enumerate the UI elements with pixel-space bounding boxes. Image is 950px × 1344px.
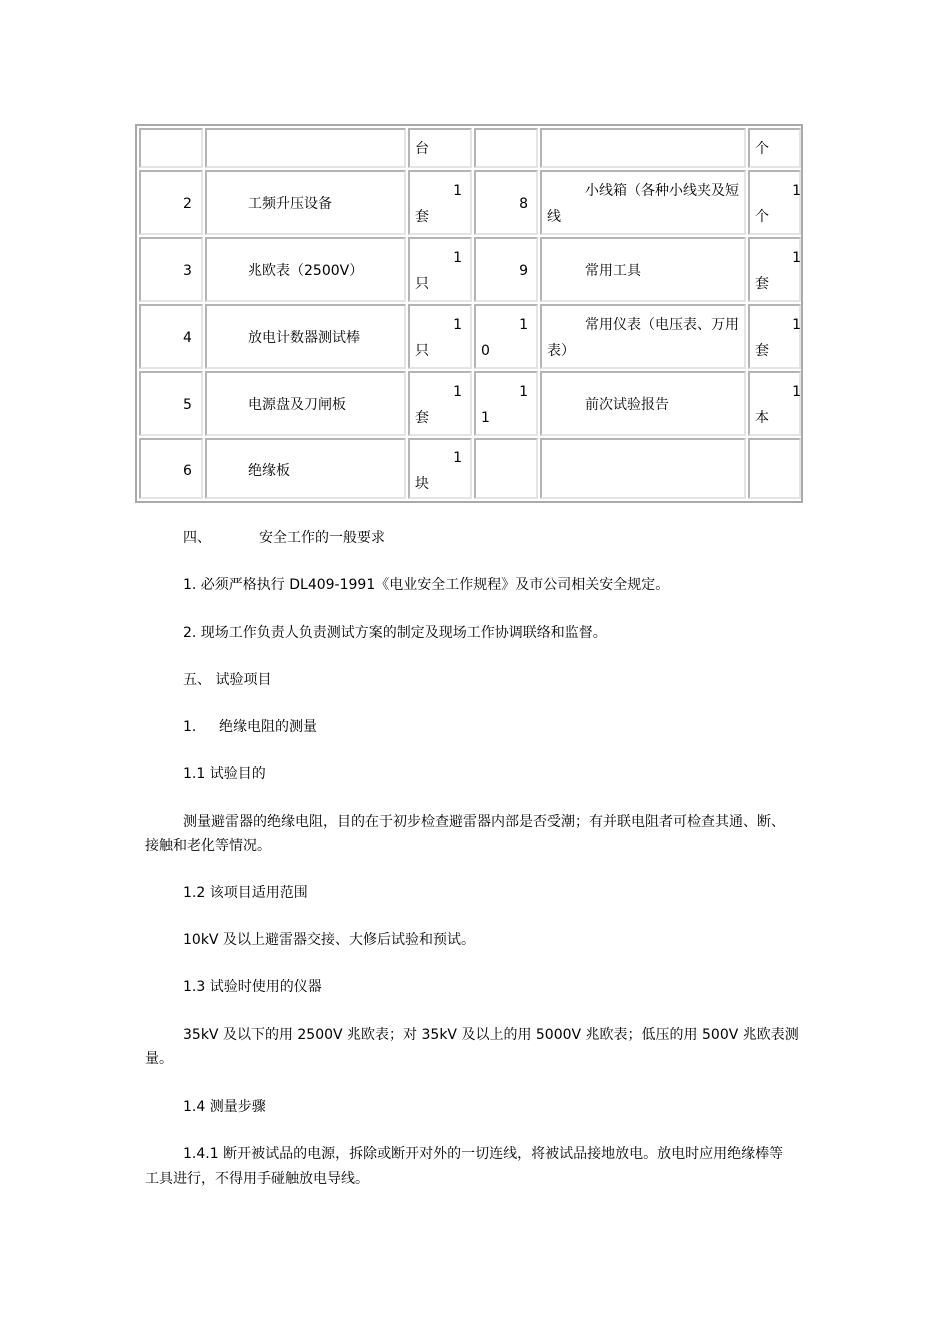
row-number-2: 1 bbox=[519, 384, 528, 400]
table-row-cell-num bbox=[139, 371, 203, 436]
equipment-name-2: 小线箱（各种小线夹及短 bbox=[585, 183, 739, 199]
quantity-number-2: 1 bbox=[792, 384, 801, 400]
section-number: 四、 bbox=[183, 530, 211, 546]
paragraph: 10kV 及以上避雷器交接、大修后试验和预试。 bbox=[183, 932, 475, 948]
table-row-cell-name2 bbox=[540, 304, 746, 369]
table-row-cell-qty2 bbox=[748, 371, 801, 436]
table-row-cell-name2 bbox=[540, 438, 746, 499]
table-row-cell-num2 bbox=[474, 438, 538, 499]
table-row-cell-qty bbox=[408, 371, 472, 436]
section-title: 安全工作的一般要求 bbox=[259, 530, 385, 546]
equipment-name: 兆欧表（2500V） bbox=[248, 263, 364, 279]
quantity-number: 1 bbox=[453, 317, 462, 333]
paragraph: 1. 必须严格执行 DL409-1991《电业安全工作规程》及市公司相关安全规定。 bbox=[183, 577, 670, 593]
table-row-cell-name bbox=[205, 304, 406, 369]
quantity-number: 1 bbox=[453, 450, 462, 466]
subsection-heading: 1.4 测量步骤 bbox=[183, 1099, 266, 1115]
equipment-name-2-cont: 表） bbox=[547, 343, 575, 359]
table-row-cell-num bbox=[139, 237, 203, 302]
quantity-unit: 套 bbox=[415, 209, 429, 225]
table-row-cell-qty2 bbox=[748, 237, 801, 302]
table-row-cell-name2 bbox=[540, 170, 746, 235]
table-row-cell-qty2 bbox=[748, 304, 801, 369]
row-number-2-cont: 1 bbox=[481, 410, 490, 426]
quantity-unit-2: 个 bbox=[755, 209, 769, 225]
table-cell bbox=[408, 128, 472, 168]
row-number: 6 bbox=[183, 463, 192, 479]
table-cell bbox=[139, 128, 203, 168]
quantity-number: 1 bbox=[453, 384, 462, 400]
table-row-cell-qty bbox=[408, 438, 472, 499]
item-1-heading bbox=[183, 714, 317, 740]
table-cell bbox=[205, 128, 406, 168]
table-row-cell-name bbox=[205, 371, 406, 436]
table-row-cell-num2 bbox=[474, 371, 538, 436]
paragraph-line: 量。 bbox=[145, 1051, 173, 1067]
row-number-2-cont: 0 bbox=[481, 343, 490, 359]
equipment-name: 放电计数器测试棒 bbox=[248, 330, 360, 346]
paragraph-line: 工具进行，不得用手碰触放电导线。 bbox=[145, 1171, 369, 1187]
table-row-cell-qty2 bbox=[748, 170, 801, 235]
quantity-unit-2: 套 bbox=[755, 276, 769, 292]
table-row-cell-qty2 bbox=[748, 438, 801, 499]
row-number: 3 bbox=[183, 263, 192, 279]
equipment-name-2: 前次试验报告 bbox=[585, 397, 669, 413]
section-4-heading bbox=[183, 525, 385, 551]
equipment-name-2: 常用仪表（电压表、万用 bbox=[585, 317, 739, 333]
cell-unit: 个 bbox=[755, 141, 769, 157]
table-row-cell-qty bbox=[408, 237, 472, 302]
paragraph-line: 接触和老化等情况。 bbox=[145, 838, 271, 854]
quantity-number-2: 1 bbox=[792, 183, 801, 199]
paragraph-line: 35kV 及以下的用 2500V 兆欧表；对 35kV 及以上的用 5000V 兆欧表；低压的用 500V 兆欧表测 bbox=[183, 1027, 799, 1043]
paragraph-line: 1.4.1 断开被试品的电源，拆除或断开对外的一切连线，将被试品接地放电。放电时应用绝缘棒等 bbox=[183, 1146, 784, 1162]
row-number: 5 bbox=[183, 397, 192, 413]
section-5-heading: 五、 试验项目 bbox=[183, 672, 272, 688]
table-row-cell-name2 bbox=[540, 237, 746, 302]
quantity-number-2: 1 bbox=[792, 317, 801, 333]
row-number: 4 bbox=[183, 330, 192, 346]
paragraph: 2. 现场工作负责人负责测试方案的制定及现场工作协调联络和监督。 bbox=[183, 625, 607, 641]
quantity-unit: 只 bbox=[415, 343, 429, 359]
row-number-2: 8 bbox=[519, 196, 528, 212]
quantity-unit: 块 bbox=[415, 476, 429, 492]
subsection-heading: 1.2 该项目适用范围 bbox=[183, 885, 308, 901]
equipment-name: 绝缘板 bbox=[248, 463, 290, 479]
table-row-cell-num bbox=[139, 304, 203, 369]
table-row-cell-num bbox=[139, 170, 203, 235]
table-cell bbox=[748, 128, 801, 168]
equipment-table bbox=[135, 124, 803, 503]
quantity-number: 1 bbox=[453, 183, 462, 199]
quantity-number: 1 bbox=[453, 250, 462, 266]
equipment-name: 工频升压设备 bbox=[248, 196, 332, 212]
table-row-cell-qty bbox=[408, 304, 472, 369]
table-row-cell-name bbox=[205, 237, 406, 302]
equipment-name-2: 常用工具 bbox=[585, 263, 641, 279]
table-row-cell-num bbox=[139, 438, 203, 499]
cell-unit: 台 bbox=[415, 141, 429, 157]
paragraph-line: 测量避雷器的绝缘电阻，目的在于初步检查避雷器内部是否受潮；有并联电阻者可检查其通、断、 bbox=[183, 814, 785, 830]
subsection-heading: 1.1 试验目的 bbox=[183, 766, 266, 782]
table-row-cell-name bbox=[205, 438, 406, 499]
quantity-number-2: 1 bbox=[792, 250, 801, 266]
table-row-cell-qty bbox=[408, 170, 472, 235]
table-row-cell-num2 bbox=[474, 170, 538, 235]
subsection-heading: 1.3 试验时使用的仪器 bbox=[183, 979, 322, 995]
row-number: 2 bbox=[183, 196, 192, 212]
table-cell bbox=[540, 128, 746, 168]
row-number-2: 9 bbox=[519, 263, 528, 279]
item-number: 1. bbox=[183, 719, 197, 735]
quantity-unit: 只 bbox=[415, 276, 429, 292]
table-row-cell-num2 bbox=[474, 304, 538, 369]
equipment-name-2-cont: 线 bbox=[547, 209, 561, 225]
quantity-unit-2: 套 bbox=[755, 343, 769, 359]
item-title: 绝缘电阻的测量 bbox=[219, 719, 317, 735]
equipment-name: 电源盘及刀闸板 bbox=[248, 397, 346, 413]
row-number-2: 1 bbox=[519, 317, 528, 333]
table-row-cell-name2 bbox=[540, 371, 746, 436]
table-row-cell-name bbox=[205, 170, 406, 235]
table-row-cell-num2 bbox=[474, 237, 538, 302]
quantity-unit-2: 本 bbox=[755, 410, 769, 426]
table-cell bbox=[474, 128, 538, 168]
quantity-unit: 套 bbox=[415, 410, 429, 426]
